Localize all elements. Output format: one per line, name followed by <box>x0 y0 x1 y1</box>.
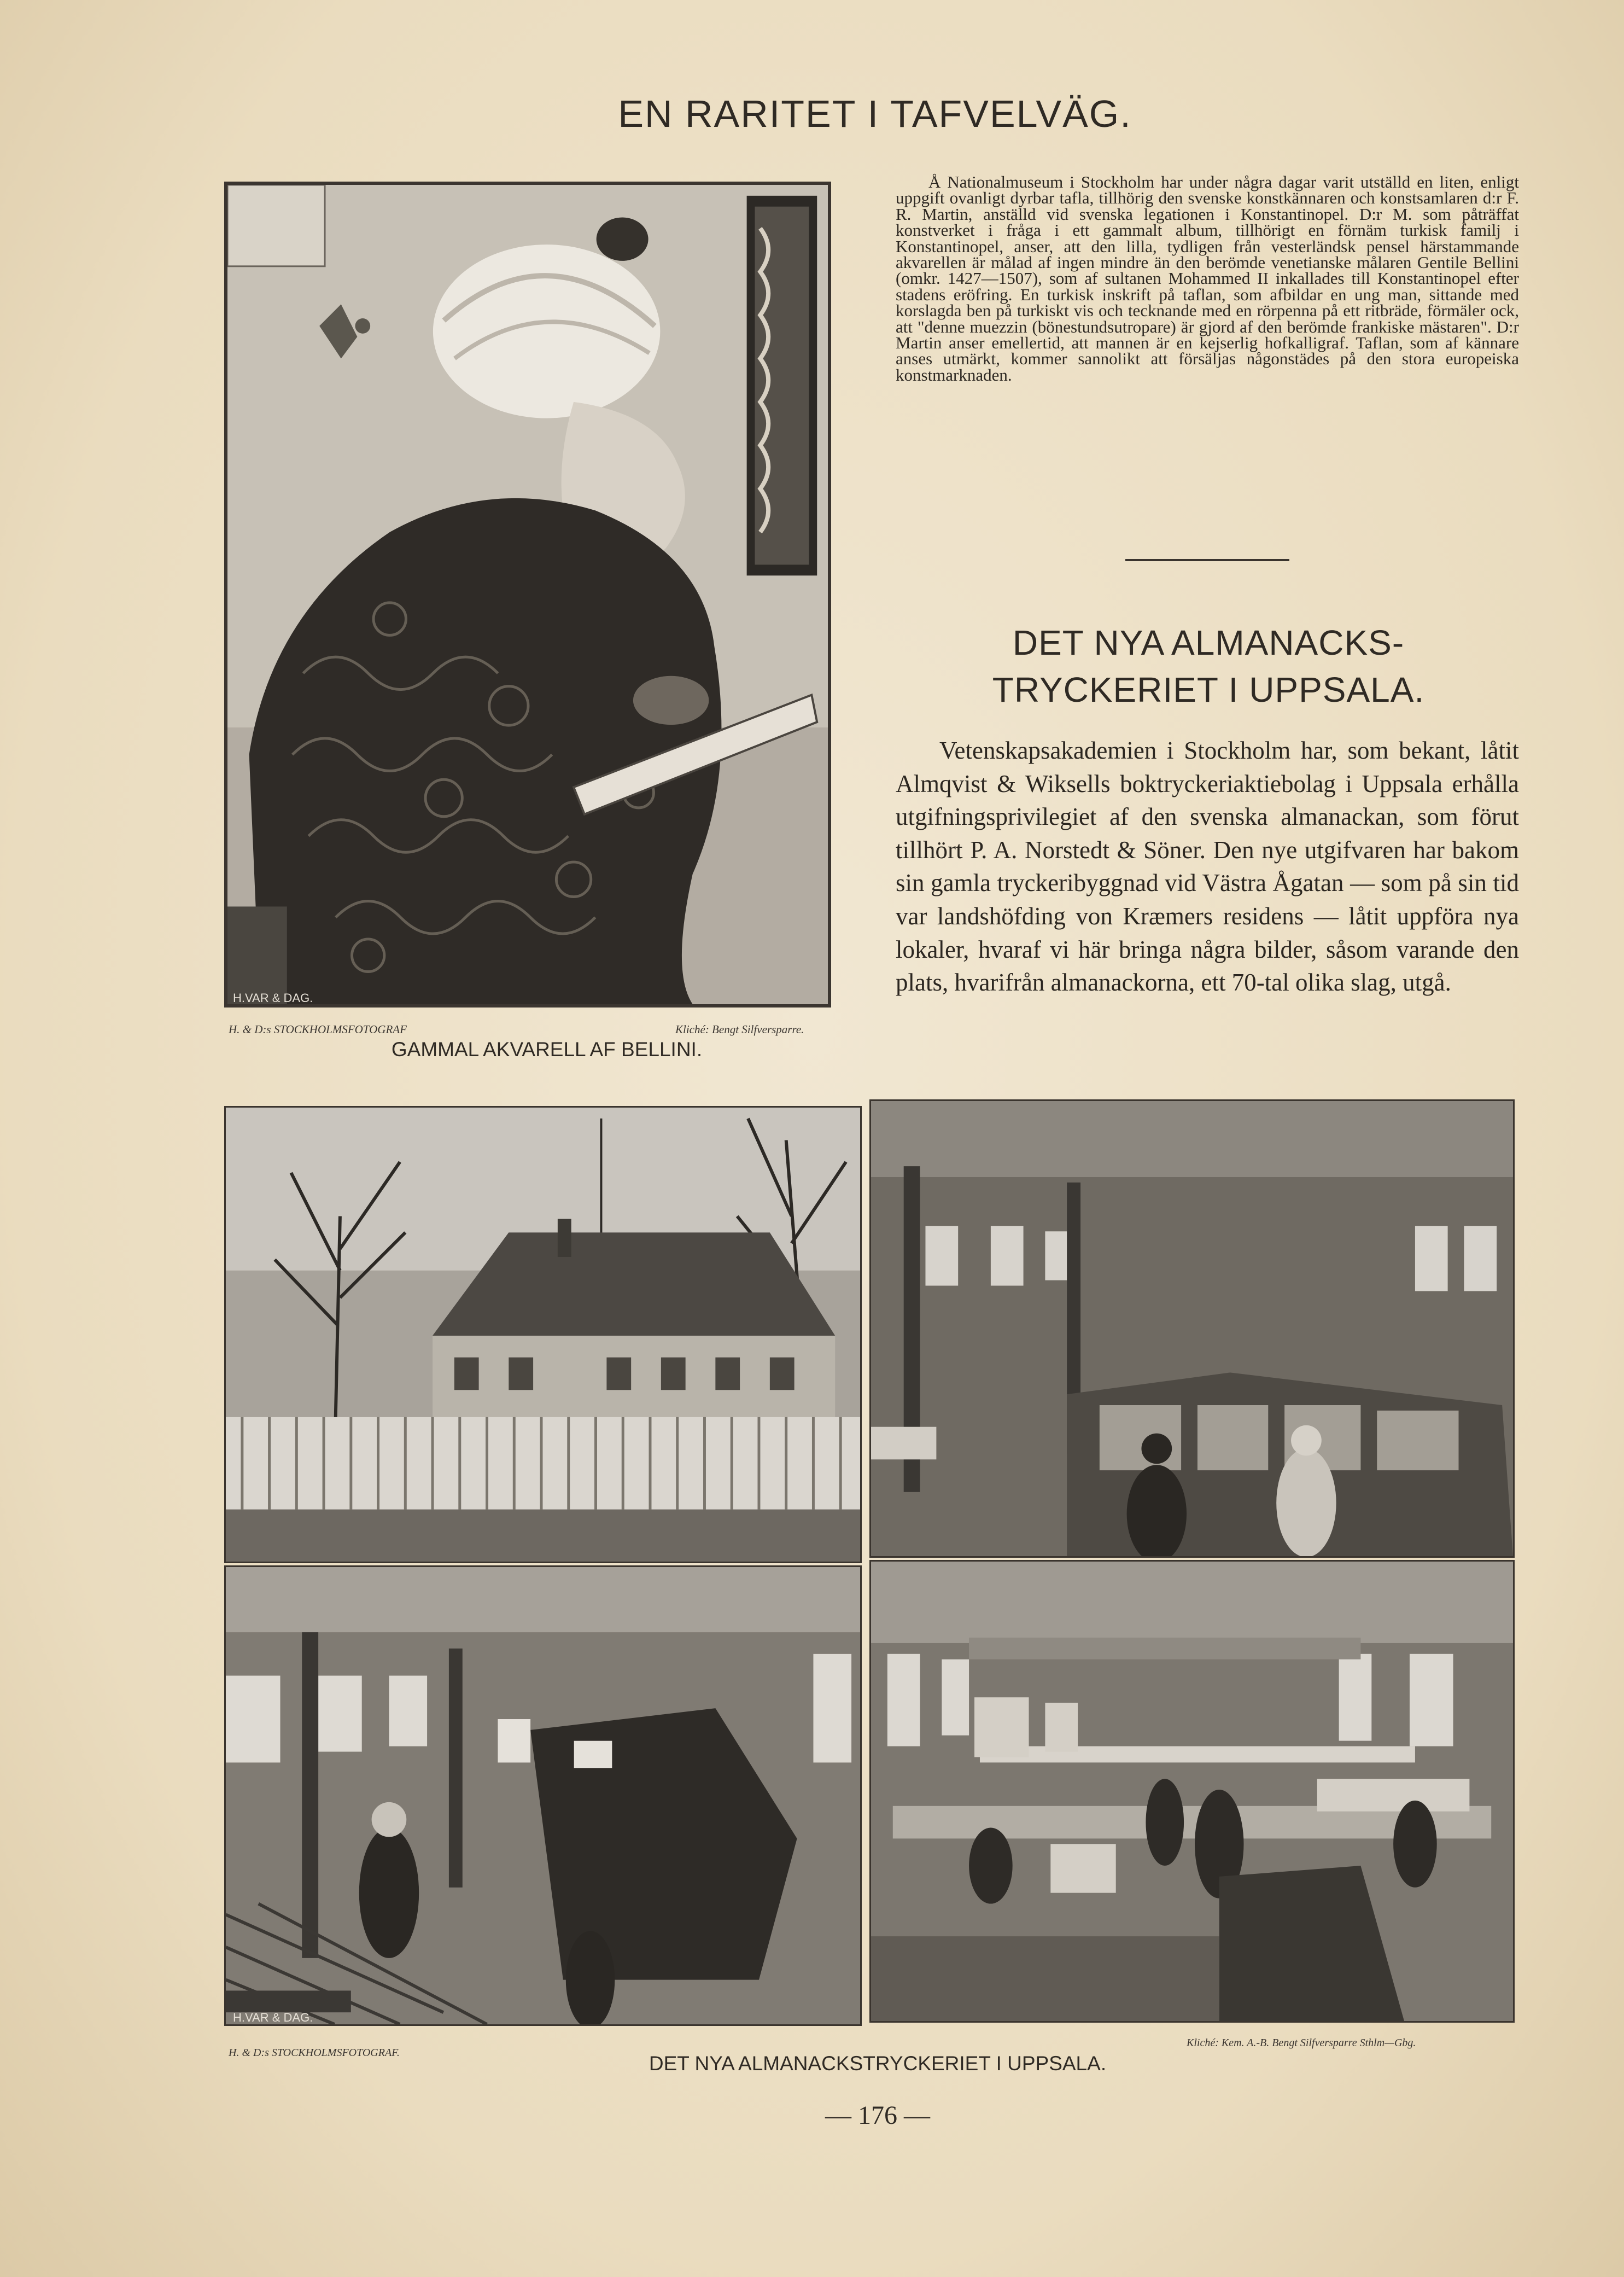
painting-caption: GAMMAL AKVARELL AF BELLINI. <box>391 1038 703 1061</box>
article-title-line1: DET NYA ALMANACKS- <box>1012 623 1405 662</box>
photo-bindery-hall <box>869 1560 1515 2023</box>
page-number: — 176 — <box>825 2101 930 2130</box>
article-title-line2: TRYCKERIET I UPPSALA. <box>992 670 1425 709</box>
article-body-raritet: Å Nationalmuseum i Stockholm har under några dagar varit utställd en liten, enligt uppgift ovanligt dyrbar tafla, tillhörig den svenske konstkännaren och konstsamlaren d:r F. R. Martin, anställd vid svenska legationen i Konstantinopel. D:r M. som påträffat konstverket i fråga i ett gammalt album, tillhörigt en förnäm turkisk familj i Konstantinopel, anser, att den lilla, tydligen från vesterländsk pensel härstammande akvarellen är målad af ingen mindre än den berömde venetianske målaren Gentile Bellini (omkr. 1427—1507), som af sultanen Mohammed II inkallades till Konstantinopel efter stadens eröfring. En turkisk inskrift på taflan, som afbildar en ung man, sittande med korslagda ben på turkiskt vis och tecknande med en rörpenna på ett ritbräde, förmäler ock, att "denne muezzin (bönestundsutropare) är gjord af den berömde frankiske mästaren". D:r Martin anser emellertid, att mannen är en kejserlig hofkalligraf. Taflan, som af kännare anses utmärkt, kommer sannolikt att försäljas någonstädes på den stora europeiska konstmarknaden. <box>896 172 1519 385</box>
photo-press-room <box>224 1565 862 2026</box>
photos-credit-photographer: H. & D:s STOCKHOLMSFOTOGRAF. <box>229 2047 400 2059</box>
painting-signature: H.VAR & DAG. <box>233 991 313 1005</box>
photos-signature: H.VAR & DAG. <box>233 2011 313 2024</box>
section-divider <box>1125 559 1289 561</box>
painting-credit-cliche: Kliché: Bengt Silfversparre. <box>675 1023 804 1036</box>
photo-typesetting-hall <box>869 1099 1515 1558</box>
photos-credit-cliche: Kliché: Kem. A.-B. Bengt Silfversparre Sthlm—Gbg. <box>1187 2037 1416 2049</box>
article-body-almanack: Vetenskapsakademien i Stockholm har, som bekant, låtit Almqvist & Wiksells boktryckeriaktiebolag i Uppsala erhålla utgifningsprivilegiet af den svenska almanackan, som förut tillhört P. A. Norstedt & Söner. Den nye utgifvaren har bakom sin gamla tryckeribyggnad vid Västra Ågatan — som på sin tid var landshöfding von Kræmers residens — låtit uppföra nya lokaler, hvaraf vi här bringa några bilder, såsom varande den plats, hvarifrån almanackorna, ett 70-tal olika slag, utgå. <box>896 737 1519 997</box>
painting-credit-photographer: H. & D:s STOCKHOLMSFOTOGRAF <box>229 1023 407 1036</box>
photos-caption: DET NYA ALMANACKSTRYCKERIET I UPPSALA. <box>649 2052 1107 2075</box>
photo-printing-house-exterior <box>224 1106 862 1563</box>
article-title-raritet: EN RARITET I TAFVELVÄG. <box>618 92 1132 135</box>
bellini-watercolor-image <box>224 182 831 1008</box>
article-title-almanack <box>891 619 1526 713</box>
